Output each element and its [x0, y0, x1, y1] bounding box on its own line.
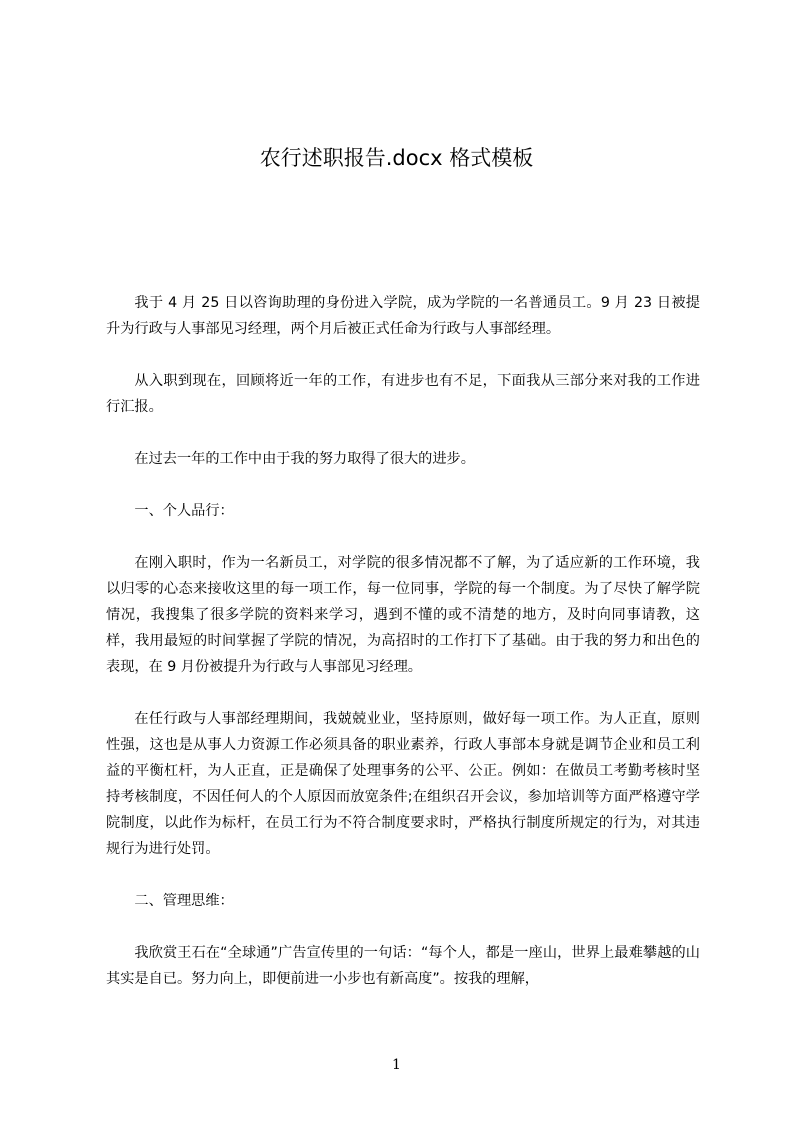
document-title: 农行述职报告.docx 格式模板: [259, 146, 534, 170]
paragraph-overview: 从入职到现在，回顾将近一年的工作，有进步也有不足，下面我从三部分来对我的工作进行汇报。: [106, 373, 700, 415]
paragraph-quote: 我欣赏王石在“全球通”广告宣传里的一句话：“每个人，都是一座山，世界上最难攀越的山其实是自已。努力向上，即便前进一小步也有新高度”。按我的理解，: [106, 945, 700, 987]
document-body: [106, 290, 700, 1018]
section-heading-management-thinking: 二、管理思维：: [134, 893, 234, 909]
paragraph-manager-tenure: 在任行政与人事部经理期间，我兢兢业业，坚持原则，做好每一项工作。为人正直，原则性强，这也是从事人力资源工作必须具备的职业素养，行政人事部本身就是调节企业和员工利益的平衡杠杆，为人正直，正是确保了处理事务的公平、公正。例如：在做员工考勤考核时坚持考核制度，不因任何人的个人原因而放宽条件;在组织召开会议，参加培训等方面严格遵守学院制度，以此作为标杆，在员工行为不符合制度要求时，严格执行制度所规定的行为，对其违规行为进行处罚。: [106, 711, 700, 857]
paragraph-onboarding: 在刚入职时，作为一名新员工，对学院的很多情况都不了解，为了适应新的工作环境，我以归零的心态来接收这里的每一项工作，每一位同事，学院的每一个制度。为了尽快了解学院情况，我搜集了很多学院的资料来学习，遇到不懂的或不清楚的地方，及时向同事请教，这样，我用最短的时间掌握了学院的情况，为高招时的工作打下了基础。由于我的努力和出色的表现，在 9 月份被提升为行政与人事部见习经理。: [106, 555, 700, 675]
section-heading-personal-conduct: 一、个人品行：: [134, 503, 234, 519]
paragraph-progress: 在过去一年的工作中由于我的努力取得了很大的进步。: [134, 451, 475, 467]
page-number: 1: [392, 1057, 401, 1073]
paragraph-intro: 我于 4 月 25 日以咨询助理的身份进入学院，成为学院的一名普通员工。9 月 23 日被提升为行政与人事部见习经理，两个月后被正式任命为行政与人事部经理。: [106, 295, 700, 337]
